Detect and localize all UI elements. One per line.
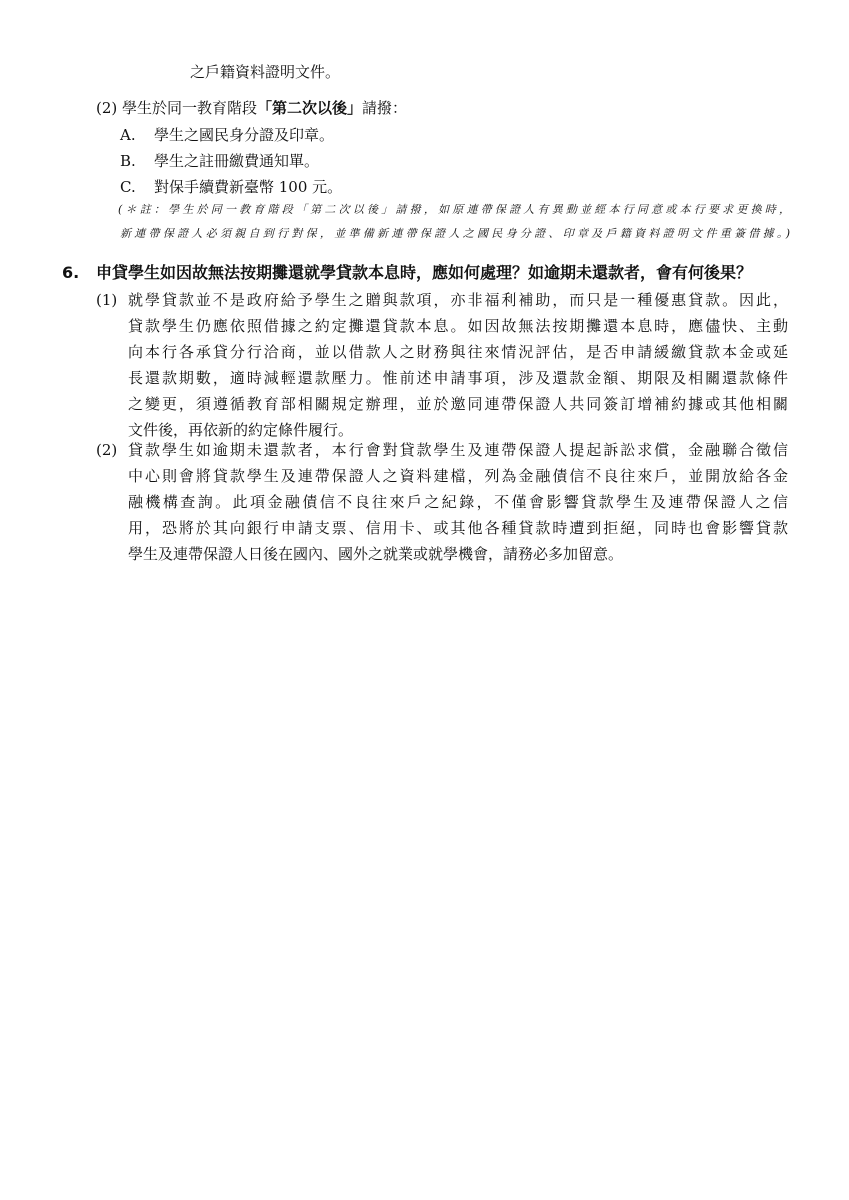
answer-1-line: 之變更，須遵循教育部相關規定辦理，並於邀同連帶保證人共同簽訂增補約據或其他相關 <box>128 395 788 413</box>
list-text: 對保手續費新臺幣 100 元。 <box>154 178 343 196</box>
answer-2-line: 融機構查詢。此項金融債信不良往來戶之紀錄，不僅會影響貸款學生及連帶保證人之信 <box>128 493 788 511</box>
question-title: 申貸學生如因故無法按期攤還就學貸款本息時，應如何處理？如逾期未還款者，會有何後果？ <box>96 263 753 282</box>
answer-1-marker: (1) <box>96 291 118 309</box>
item-2-emphasis: 「第二次以後」 <box>257 99 363 117</box>
continuation-text: 之戶籍資料證明文件。 <box>190 63 341 81</box>
answer-1-line: 就學貸款並不是政府給予學生之贈與款項，亦非福利補助，而只是一種優惠貸款。因此， <box>128 291 788 309</box>
answer-1-line: 貸款學生仍應依照借據之約定攤還貸款本息。如因故無法按期攤還本息時，應儘快、主動 <box>128 317 788 335</box>
item-2-suffix: 請撥： <box>362 99 408 117</box>
list-text: 學生之註冊繳費通知單。 <box>154 152 320 170</box>
answer-2-marker: (2) <box>96 441 118 459</box>
item-2-prefix: (2) 學生於同一教育階段 <box>96 99 258 117</box>
answer-1-line: 長還款期數，適時減輕還款壓力。惟前述申請事項，涉及還款金額、期限及相關還款條件 <box>128 369 788 387</box>
note-line-1: (＊註：學生於同一教育階段「第二次以後」請撥，如原連帶保證人有異動並經本行同意或本行要求更換時， <box>118 203 790 216</box>
list-item-b <box>120 151 319 171</box>
answer-2-line: 中心則會將貸款學生及連帶保證人之資料建檔，列為金融債信不良往來戶，並開放給各金 <box>128 467 788 485</box>
list-letter: A. <box>120 126 136 144</box>
question-number: 6. <box>62 263 80 282</box>
answer-1-line: 文件後，再依新的約定條件履行。 <box>128 421 354 439</box>
item-2-heading <box>96 98 407 118</box>
list-item-c <box>120 177 342 197</box>
list-text: 學生之國民身分證及印章。 <box>154 126 335 144</box>
answer-2-line: 學生及連帶保證人日後在國內、國外之就業或就學機會，請務必多加留意。 <box>128 545 624 563</box>
note-line-2: 新連帶保證人必須親自到行對保，並準備新連帶保證人之國民身分證、印章及戶籍資料證明文件重簽借據。) <box>120 227 790 240</box>
answer-1-line: 向本行各承貸分行洽商，並以借款人之財務與往來情況評估，是否申請緩繳貸款本金或延 <box>128 343 788 361</box>
answer-2-line: 貸款學生如逾期未還款者，本行會對貸款學生及連帶保證人提起訴訟求償，金融聯合徵信 <box>128 441 788 459</box>
list-item-a <box>120 125 334 145</box>
answer-2-line: 用，恐將於其向銀行申請支票、信用卡、或其他各種貸款時遭到拒絕，同時也會影響貸款 <box>128 519 788 537</box>
list-letter: C. <box>120 178 136 196</box>
list-letter: B. <box>120 152 136 170</box>
